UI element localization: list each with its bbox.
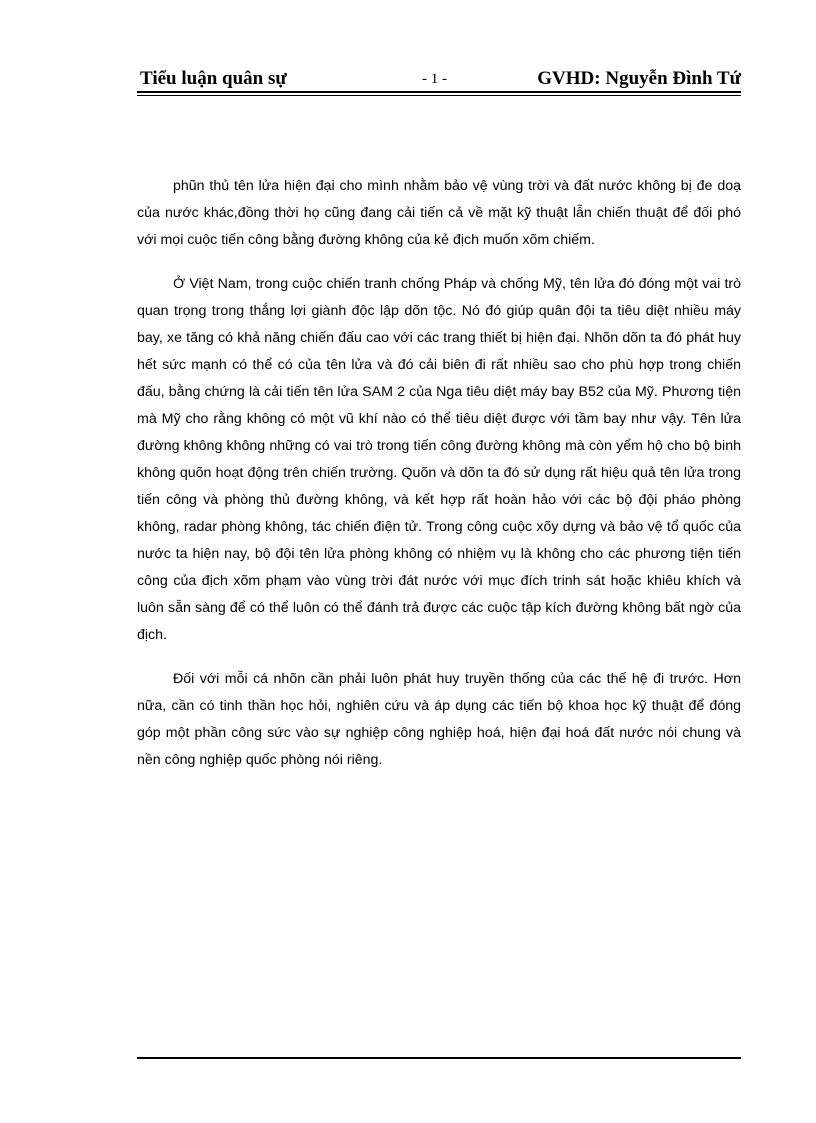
paragraph-1: phũn thủ tên lửa hiện đại cho mình nhằm bảo vệ vùng trời và đất nước không bị đe doạ của nước khác,đồng thời họ cũng đang cải tiến cả về mặt kỹ thuật lẫn chiến thuật để đối phó với mọi cuộc tiến công bằng đường không của kẻ địch muốn xõm chiếm. [137, 178, 741, 248]
header-divider-thin [137, 95, 741, 96]
header-divider-thick [137, 91, 741, 93]
footer-divider [137, 1057, 741, 1059]
page-number: - 1 - [422, 71, 447, 87]
document-body [137, 173, 741, 791]
paragraph-3: Đối với mỗi cá nhõn cần phải luôn phát huy truyền thống của các thế hệ đi trước. Hơn nữa, cần có tinh thần học hỏi, nghiên cứu và áp dụng các tiến bộ khoa học kỹ thuật để đóng góp một phần công sức vào sự nghiệp công nghiệp hoá, hiện đại hoá đất nước nói chung và nền công nghiệp quốc phòng nói riêng. [137, 671, 741, 768]
instructor-name: GVHD: Nguyễn Đình Tứ [537, 68, 741, 89]
document-title: Tiểu luận quân sự [140, 68, 287, 89]
page-header [137, 62, 741, 92]
paragraph-2: Ở Việt Nam, trong cuộc chiến tranh chống Pháp và chống Mỹ, tên lửa đó đóng một vai trò quan trọng trong thắng lợi giành độc lập dõn tộc. Nó đó giúp quân đội ta tiêu diệt nhiều máy bay, xe tăng có khả năng chiến đấu cao với các trang thiết bị hiện đại. Nhõn dõn ta đó phát huy hết sức mạnh có thể có của tên lửa và đó cải biên đi rất nhiều sao cho phù hợp trong chiến đấu, bằng chứng là cải tiến tên lửa SAM 2 của Nga tiêu diệt máy bay B52 của Mỹ. Phương tiện mà Mỹ cho rằng không có một vũ khí nào có thể tiêu diệt được với tầm bay như vậy. Tên lửa đường không không những có vai trò trong tiến công đường không mà còn yểm hộ cho bộ binh không quõn hoạt động trên chiến trường. Quõn và dõn ta đó sử dụng rất hiệu quả tên lửa trong tiến công và phòng thủ đường không, và kết hợp rất hoàn hảo với các bộ đội pháo phòng không, radar phòng không, tác chiến điện tử. Trong công cuộc xõy dựng và bảo vệ tổ quốc của nước ta hiện nay, bộ đội tên lửa phòng không có nhiệm vụ là không cho các phương tiện tiến công của địch xõm phạm vào vùng trời đát nước với mục đích trinh sát hoặc khiêu khích và luôn sẵn sàng để có thể luôn có thể đánh trả được các cuộc tập kích đường không bất ngờ của địch. [137, 276, 741, 643]
